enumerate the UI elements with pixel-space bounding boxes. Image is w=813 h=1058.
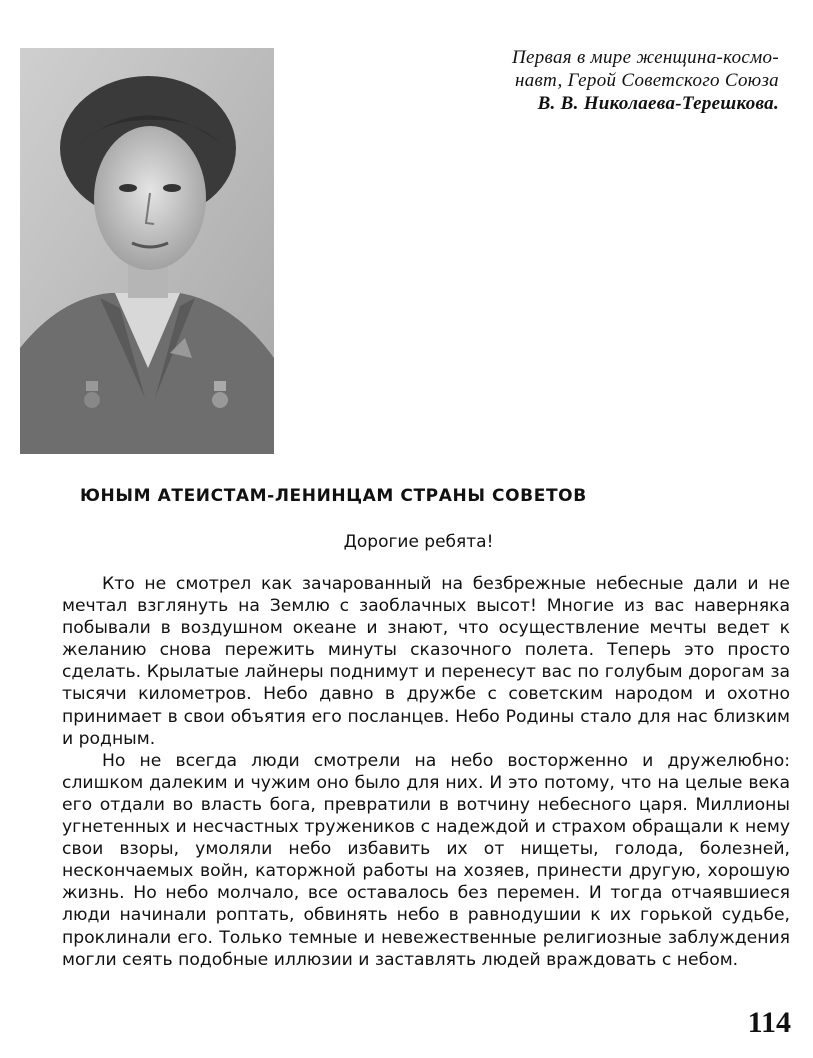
article-heading: ЮНЫМ АТЕИСТАМ-ЛЕНИНЦАМ СТРАНЫ СОВЕТОВ (80, 486, 587, 506)
page-number: 114 (747, 1006, 791, 1039)
article-body (62, 573, 790, 971)
paragraph-1: Кто не смотрел как зачарованный на безбрежные небесные дали и не мечтал взглянуть на Землю с заоблачных высот! Многие из вас наверняка побывали в воздушном океане и знают, что осуществление мечты ведет к желанию снова пережить минуты сказочного полета. Теперь это просто сделать. Крылатые лайнеры поднимут и перенесут вас по голубым дорогам за тысячи километров. Небо давно в дружбе с советским народом и охотно принимает в свои объятия его посланцев. Небо Родины стало для нас близким и родным. (62, 574, 790, 749)
portrait-photo (20, 48, 274, 454)
photo-caption (419, 46, 779, 115)
caption-line-1: Первая в мире женщина-космо- (512, 47, 779, 68)
caption-name: В. В. Николаева-Терешкова. (537, 93, 779, 114)
caption-line-2: навт, Герой Советского Союза (514, 70, 779, 91)
paragraph-2: Но не всегда люди смотрели на небо восторженно и дружелюбно: слишком далеким и чужим оно было для них. И это потому, что на целые века его отдали во власть бога, превратили в вотчину небесного царя. Миллионы угнетенных и несчастных тружеников с надеждой и страхом обращали к нему свои взоры, умоляли небо избавить их от нищеты, голода, болезней, нескончаемых войн, каторжной работы на хозяев, принести другую, хорошую жизнь. Но небо молчало, все оставалось без перемен. И тогда отчаявшиеся люди начинали роптать, обвинять небо в равнодушии к их горькой судьбе, проклинали его. Только темные и невежественные религиозные заблуждения могли сеять подобные иллюзии и заставлять людей враждовать с небом. (62, 750, 790, 970)
salutation: Дорогие ребята! (343, 532, 494, 552)
